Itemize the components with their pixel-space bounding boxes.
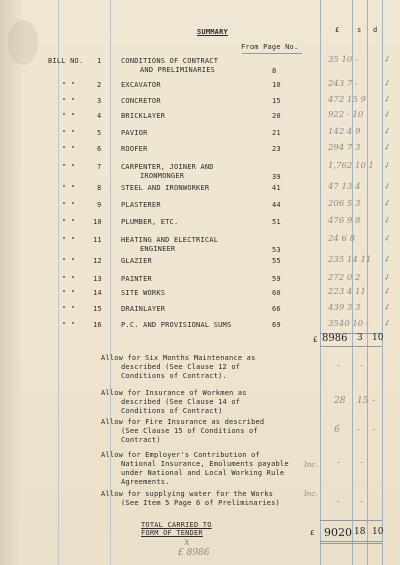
bill-description: CARPENTER, JOINER AND: [121, 163, 214, 171]
bill-description: PAINTER: [121, 275, 152, 283]
bill-description: DRAINLAYER: [121, 305, 166, 313]
pencil-mark: x: [184, 537, 190, 548]
allowance-text: Agreements.: [121, 478, 170, 486]
allowance-text: Allow for Insurance of Workmen as: [101, 389, 247, 397]
bill-page: 55: [272, 257, 281, 265]
bill-description: P.C. AND PROVISIONAL SUMS: [121, 321, 232, 329]
allowance-text: Allow for Employer's Contribution of: [101, 451, 260, 459]
total-pounds: 9020: [324, 526, 352, 539]
bill-description: BRICKLAYER: [121, 112, 166, 120]
bill-number: 9: [97, 201, 102, 209]
check-icon: ✓: [382, 318, 394, 330]
bill-amount: 243 7 -: [328, 79, 358, 89]
allowance-amount: 15: [357, 396, 369, 406]
check-icon: ✓: [382, 272, 394, 284]
check-icon: ✓: [382, 78, 394, 90]
allowance-text: (See Item 5 Page 6 of Preliminaries): [121, 499, 280, 507]
bill-amount: 24 6 8: [328, 234, 356, 244]
bill-description: CONCRETOR: [121, 97, 161, 105]
allowance-text: Allow for Six Months Maintenance as: [101, 354, 256, 362]
total-label-1: TOTAL CARRIED TO: [141, 521, 212, 529]
col-pence: d: [373, 26, 378, 34]
paper-stain: [8, 20, 38, 65]
rule-line: [58, 0, 59, 565]
allowance-amount: -: [360, 361, 364, 371]
bill-description: PLASTERER: [121, 201, 161, 209]
check-icon: ✓: [382, 302, 394, 314]
bill-description: PAVIOR: [121, 129, 148, 137]
total-shillings: 18: [354, 527, 366, 537]
bill-amount: 922 - 10: [328, 110, 364, 120]
bill-number: 11: [93, 236, 102, 244]
check-icon: ✓: [382, 160, 394, 172]
allowance-text: described (See Clause 12 of: [121, 363, 241, 371]
subtotal-pence: 10: [372, 333, 384, 343]
check-icon: ✓: [382, 142, 394, 154]
bill-description: CONDITIONS OF CONTRACT: [121, 57, 219, 65]
allowance-amount: -: [360, 497, 364, 507]
total-currency: £: [310, 529, 315, 537]
bill-amount: 439 3 3: [328, 303, 361, 313]
from-page-header: From Page No.: [241, 43, 299, 51]
bill-page: 23: [272, 145, 281, 153]
bill-amount: 142 4 9: [328, 127, 361, 137]
allowance-text: (See Clause 15 of Conditions of: [121, 427, 258, 435]
total-pence: 10: [372, 527, 384, 537]
total-rule-bottom: [320, 541, 382, 542]
binding-edge: [0, 0, 22, 565]
bill-description: GLAZIER: [121, 257, 152, 265]
bill-number: 15: [93, 305, 102, 313]
allowance-text: Conditions of Contract): [121, 407, 223, 415]
bill-label: " ": [62, 97, 76, 105]
bill-number: 6: [97, 145, 102, 153]
bill-page: 53: [272, 246, 281, 254]
rule-line: [320, 0, 321, 565]
bill-number: 3: [97, 97, 102, 105]
allowance-amount: -: [372, 396, 376, 406]
bill-label: " ": [62, 321, 76, 329]
bill-amount: 35 10 -: [328, 55, 358, 65]
bill-description: HEATING AND ELECTRICAL: [121, 236, 219, 244]
bill-number: 8: [97, 184, 102, 192]
bill-page: 15: [272, 97, 281, 105]
bill-amount: 235 14 11: [328, 255, 372, 265]
header-underline: [242, 53, 302, 54]
bill-amount: 272 0 2: [328, 273, 361, 283]
check-icon: ✓: [382, 215, 394, 227]
bill-amount: 206 5 3: [328, 199, 361, 209]
subtotal-currency: £: [313, 336, 318, 344]
rule-line: [110, 0, 111, 565]
bill-number: 1: [97, 57, 102, 65]
bill-label: " ": [62, 129, 76, 137]
bill-label: " ": [62, 145, 76, 153]
bill-label: " ": [62, 236, 76, 244]
bill-page: 51: [272, 218, 281, 226]
bill-page: 8: [272, 67, 277, 75]
allowance-amount: -: [360, 458, 364, 468]
check-icon: ✓: [382, 54, 394, 66]
bill-description: STEEL AND IRONWORKER: [121, 184, 210, 192]
bill-number: 2: [97, 81, 102, 89]
bill-label: " ": [62, 112, 76, 120]
allowance-text: Contract): [121, 436, 161, 444]
bill-description: IRONMONGER: [140, 172, 185, 180]
allowance-text: under National and Local Working Rule: [121, 469, 285, 477]
allowance-note: Inc.: [304, 490, 318, 498]
check-icon: ✓: [382, 126, 394, 138]
bill-label: BILL NO.: [48, 57, 84, 65]
page-title: SUMMARY: [197, 28, 228, 36]
total-label-2: FORM OF TENDER: [141, 529, 203, 537]
check-icon: ✓: [382, 233, 394, 245]
bill-number: 12: [93, 257, 102, 265]
bill-description: PLUMBER, ETC.: [121, 218, 179, 226]
col-shillings: s: [357, 26, 362, 34]
bill-page: 41: [272, 184, 281, 192]
bill-page: 69: [272, 321, 281, 329]
bill-label: " ": [62, 184, 76, 192]
allowance-amount: -: [372, 425, 376, 435]
bill-description: ROOFER: [121, 145, 148, 153]
check-icon: ✓: [382, 109, 394, 121]
rule-line: [382, 0, 383, 565]
bill-number: 7: [97, 163, 102, 171]
bill-amount: 3540 10 -: [328, 319, 369, 329]
subtotal-rule-bottom: [320, 346, 382, 347]
allowance-amount: -: [337, 497, 341, 507]
bill-page: 10: [272, 81, 281, 89]
bill-amount: 472 15 9: [328, 95, 366, 105]
allowance-text: described (See Clause 14 of: [121, 398, 241, 406]
allowance-amount: 28: [334, 396, 346, 406]
total-rule-double: [320, 543, 382, 544]
bill-label: " ": [62, 257, 76, 265]
bill-number: 5: [97, 129, 102, 137]
bill-page: 39: [272, 173, 281, 181]
bill-page: 20: [272, 112, 281, 120]
bill-label: " ": [62, 305, 76, 313]
bill-page: 66: [272, 305, 281, 313]
pencil-note: £ 8986: [178, 548, 210, 558]
bill-number: 13: [93, 275, 102, 283]
bill-page: 21: [272, 129, 281, 137]
bill-label: " ": [62, 163, 76, 171]
bill-label: " ": [62, 81, 76, 89]
check-icon: ✓: [382, 286, 394, 298]
bill-description: ENGINEER: [140, 245, 176, 253]
allowance-text: National Insurance, Emoluments payable: [121, 460, 289, 468]
subtotal-shillings: 3: [357, 333, 363, 343]
allowance-amount: -: [357, 425, 361, 435]
check-icon: ✓: [382, 198, 394, 210]
rule-line: [367, 0, 368, 565]
bill-amount: 476 9 8: [328, 216, 361, 226]
allowance-note: Inc.: [304, 461, 318, 469]
bill-label: " ": [62, 275, 76, 283]
bill-number: 10: [93, 218, 102, 226]
allowance-amount: -: [337, 458, 341, 468]
check-icon: ✓: [382, 94, 394, 106]
bill-page: 60: [272, 289, 281, 297]
col-pounds: £: [335, 26, 340, 34]
bill-number: 16: [93, 321, 102, 329]
check-icon: ✓: [382, 254, 394, 266]
bill-amount: 223 4 11: [328, 287, 366, 297]
bill-page: 59: [272, 275, 281, 283]
bill-number: 14: [93, 289, 102, 297]
allowance-text: Allow for supplying water for the Works: [101, 490, 274, 498]
allowance-text: Conditions of Contract).: [121, 372, 227, 380]
bill-amount: 1,762 10 1: [328, 161, 374, 171]
bill-amount: 294 7 3: [328, 143, 361, 153]
bill-label: " ": [62, 218, 76, 226]
bill-label: " ": [62, 201, 76, 209]
allowance-amount: -: [337, 361, 341, 371]
allowance-text: Allow for Fire Insurance as described: [101, 418, 265, 426]
bill-description: AND PRELIMINARIES: [140, 66, 216, 74]
subtotal-pounds: 8986: [322, 333, 348, 344]
allowance-amount: 6: [334, 425, 340, 435]
bill-description: EXCAVATOR: [121, 81, 161, 89]
bill-description: SITE WORKS: [121, 289, 166, 297]
bill-number: 4: [97, 112, 102, 120]
bill-page: 44: [272, 201, 281, 209]
bill-amount: 47 13 4: [328, 182, 361, 192]
total-rule-top: [320, 520, 382, 521]
check-icon: ✓: [382, 181, 394, 193]
bill-label: " ": [62, 289, 76, 297]
